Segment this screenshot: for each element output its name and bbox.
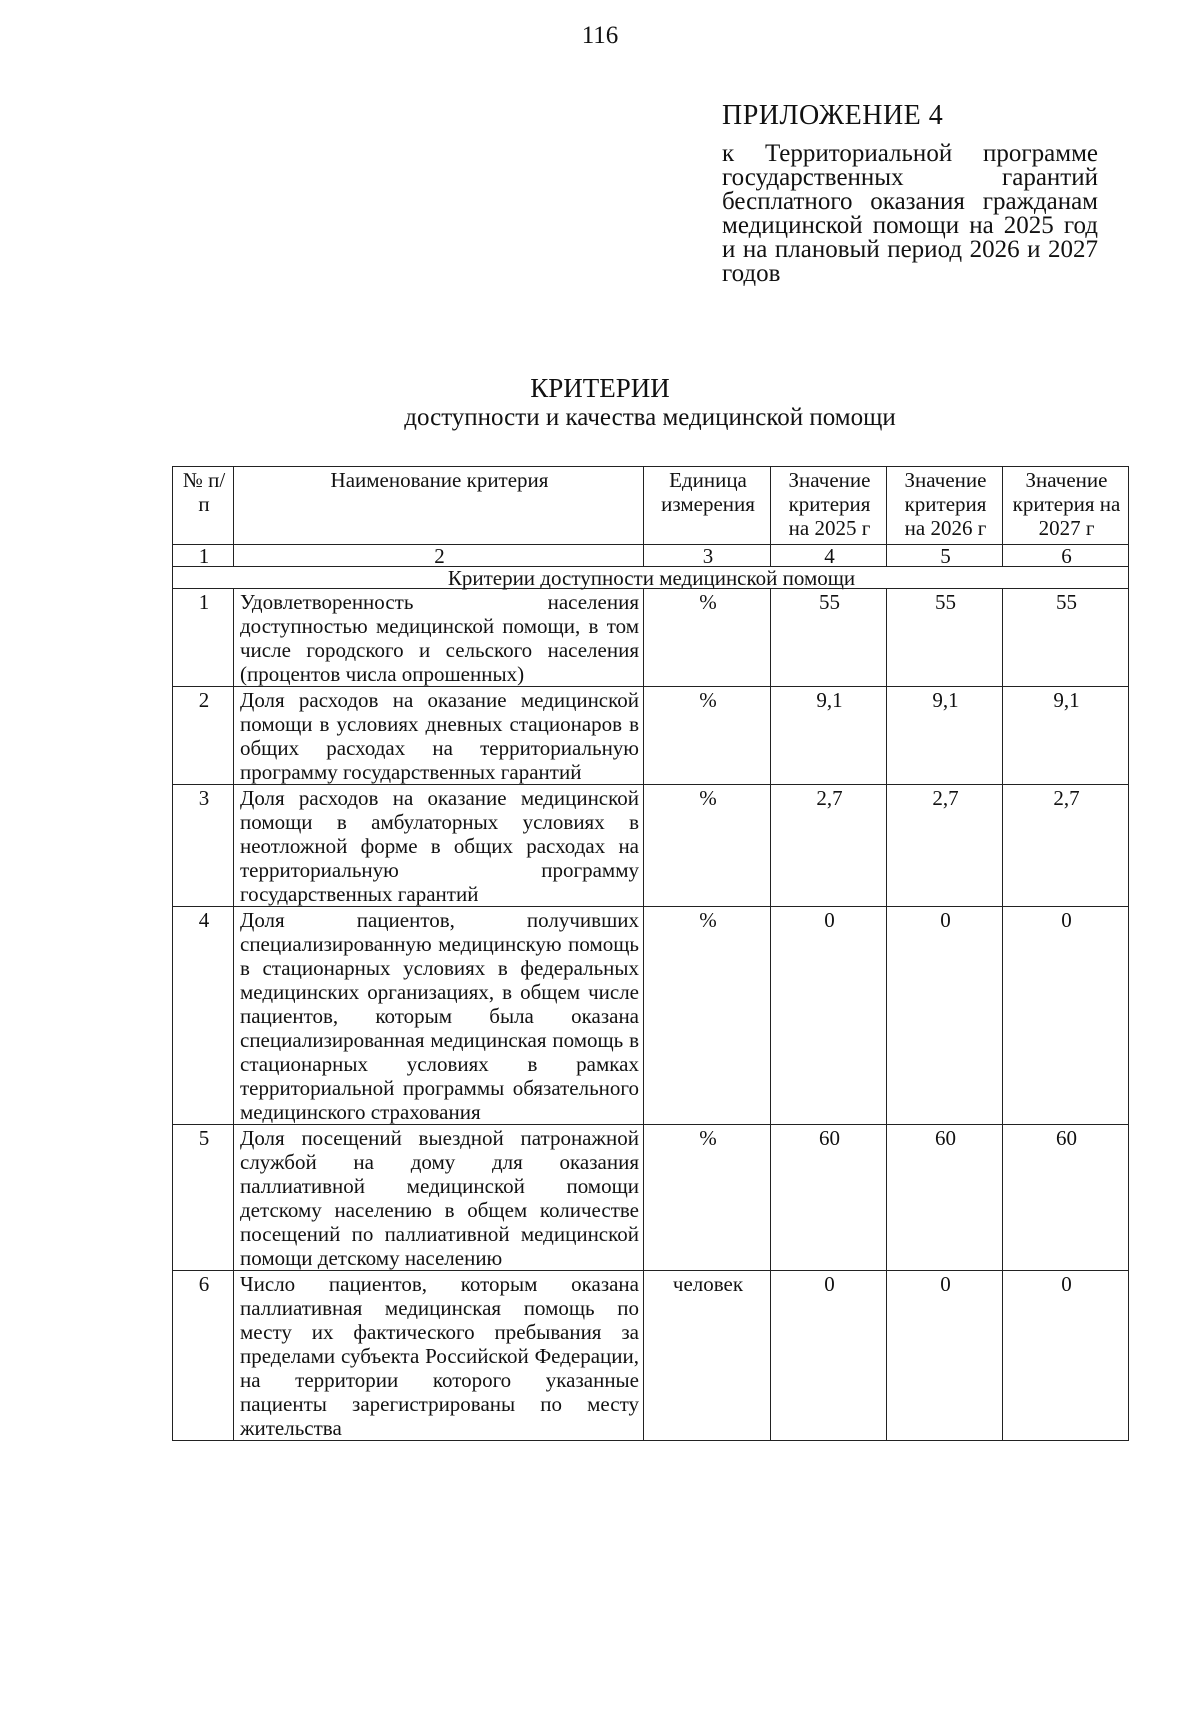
row-num: 1 [173,589,234,687]
row-unit: % [644,785,771,907]
row-criterion-name: Доля пациентов, получивших специализированную медицинскую помощь в стационарных условиях в федеральных медицинских организациях, в общем числе пациентов, которым была оказана специализированная медицинская помощь в стационарных условиях в рамках территориальной программы обязательного медицинского страхования [234,907,644,1125]
header-value-2025: Значение критерия на 2025 г [771,467,887,545]
document-title: КРИТЕРИИ [530,373,670,403]
row-value-2026: 9,1 [887,687,1003,785]
row-unit: человек [644,1271,771,1441]
column-number: 1 [173,545,234,567]
row-criterion-name: Удовлетворенность населения доступностью медицинской помощи, в том числе городского и сельского населения (процентов числа опрошенных) [234,589,644,687]
document-subtitle: доступности и качества медицинской помощи [404,404,896,431]
column-number-row [173,545,1129,567]
row-value-2026: 2,7 [887,785,1003,907]
column-number: 3 [644,545,771,567]
section-row [173,567,1129,589]
row-num: 6 [173,1271,234,1441]
row-unit: % [644,687,771,785]
table-header-row [173,467,1129,545]
row-criterion-name: Число пациентов, которым оказана паллиативная медицинская помощь по месту их фактического пребывания за пределами субъекта Российской Федерации, на территории которого указанные пациенты зарегистрированы по месту жительства [234,1271,644,1441]
row-value-2025: 0 [771,907,887,1125]
row-unit: % [644,589,771,687]
row-value-2026: 55 [887,589,1003,687]
row-criterion-name: Доля посещений выездной патронажной службой на дому для оказания паллиативной медицинской помощи детскому населению в общем количестве посещений по паллиативной медицинской помощи детскому населению [234,1125,644,1271]
row-num: 3 [173,785,234,907]
row-value-2025: 55 [771,589,887,687]
row-criterion-name: Доля расходов на оказание медицинской помощи в условиях дневных стационаров в общих расходах на территориальную программу государственных гарантий [234,687,644,785]
table-row [173,1125,1129,1271]
row-value-2025: 2,7 [771,785,887,907]
row-value-2026: 0 [887,1271,1003,1441]
appendix-block [722,100,1098,287]
row-value-2027: 55 [1003,589,1129,687]
table-row [173,687,1129,785]
row-value-2026: 0 [887,907,1003,1125]
row-value-2027: 2,7 [1003,785,1129,907]
section-title: Критерии доступности медицинской помощи [173,567,1129,589]
table-row [173,907,1129,1125]
column-number: 6 [1003,545,1129,567]
row-value-2027: 0 [1003,1271,1129,1441]
column-number: 4 [771,545,887,567]
column-number: 5 [887,545,1003,567]
criteria-table [172,466,1129,1441]
page-number: 116 [581,22,619,49]
row-num: 2 [173,687,234,785]
row-value-2027: 60 [1003,1125,1129,1271]
row-num: 5 [173,1125,234,1271]
column-number: 2 [234,545,644,567]
row-value-2025: 60 [771,1125,887,1271]
row-unit: % [644,1125,771,1271]
appendix-title: ПРИЛОЖЕНИЕ 4 [722,100,944,131]
header-unit: Единица измерения [644,467,771,545]
appendix-text: к Территориальной программе государственных гарантий бесплатного оказания гражданам медицинской помощи на 2025 год и на плановый период 2026 и 2027 годов [722,140,1098,287]
row-value-2025: 9,1 [771,687,887,785]
header-value-2026: Значение критерия на 2026 г [887,467,1003,545]
table-row [173,785,1129,907]
row-value-2026: 60 [887,1125,1003,1271]
row-criterion-name: Доля расходов на оказание медицинской помощи в амбулаторных условиях в неотложной форме в общих расходах на территориальную программу государственных гарантий [234,785,644,907]
header-value-2027: Значение критерия на 2027 г [1003,467,1129,545]
row-unit: % [644,907,771,1125]
table-row [173,1271,1129,1441]
row-value-2025: 0 [771,1271,887,1441]
header-num: № п/п [173,467,234,545]
row-value-2027: 0 [1003,907,1129,1125]
row-value-2027: 9,1 [1003,687,1129,785]
table-row [173,589,1129,687]
row-num: 4 [173,907,234,1125]
header-name: Наименование критерия [234,467,644,545]
